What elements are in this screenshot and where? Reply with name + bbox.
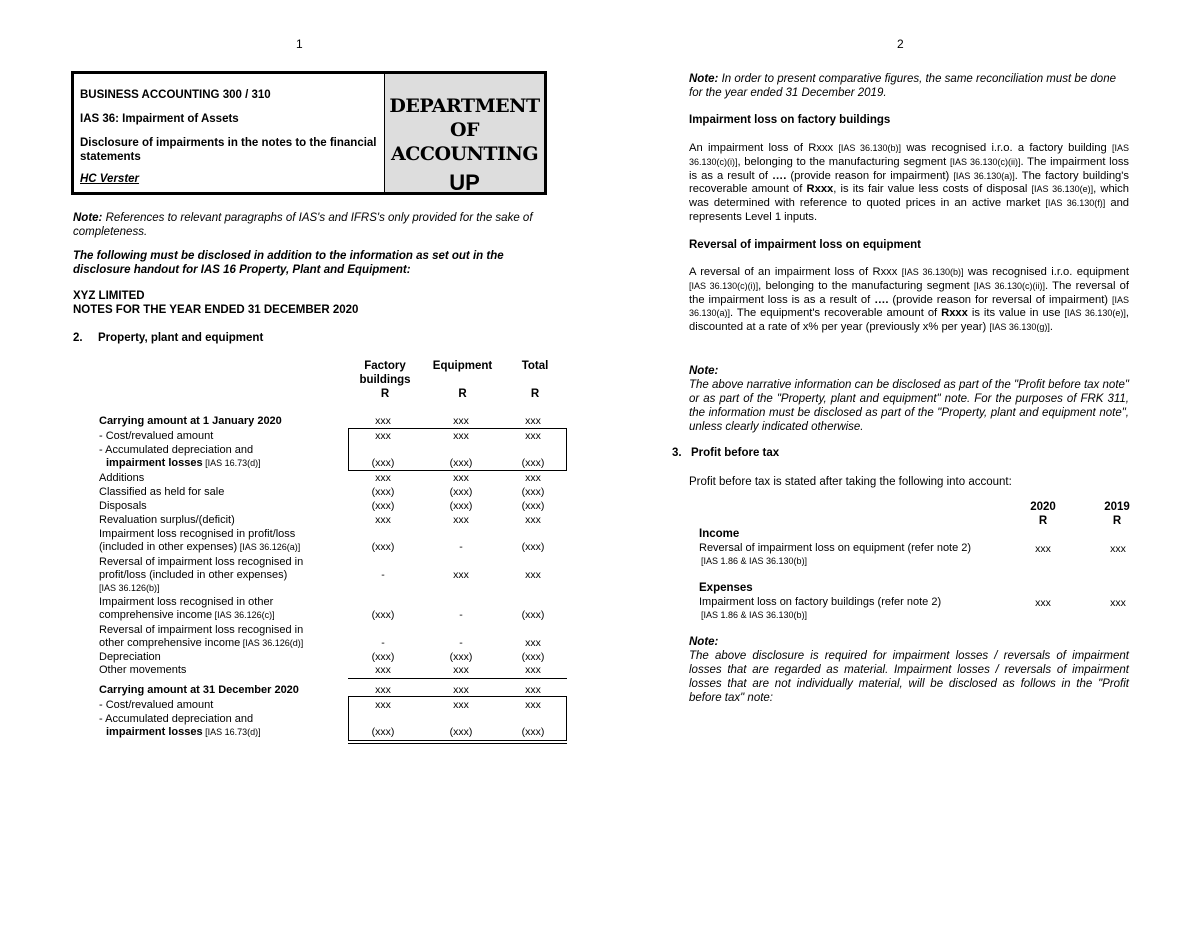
row-label-text: Impairment loss recognised in other [99,596,274,608]
p2-segment: [IAS 36.130(e)] [1064,308,1126,319]
expense-item: Impairment loss on factory buildings (refer note 2) [699,596,942,608]
p1-segment: [IAS 36.130(c)(ii)] [949,156,1021,167]
table-cell-value: (xxx) [449,486,473,498]
table-cell-value: (xxx) [521,457,545,469]
table-cell-value: (xxx) [371,651,395,663]
p1-segment: [IAS 36.130(c)(i)] [689,143,1129,167]
note3-text: The above disclosure is required for impairment losses / reversals of impairment losses that are regarded as material. Impairment losses / reversals of impairment losses that are not individually material, will be disclosed as follows in the "Profit before tax" note: [689,650,1129,704]
row-label-text: (included in other expenses) [99,541,238,553]
p1-segment: . The factory building's recoverable amount of [689,169,1129,196]
table-cell-value: (xxx) [449,457,473,469]
row-reference: [IAS 36.126(a)] [237,542,301,552]
disclosure-note [689,364,1129,434]
table-row-label [99,430,213,443]
section-3-number: 3. [672,447,682,459]
table-cell-value: (xxx) [449,726,473,738]
company-name: XYZ LIMITED [73,290,145,302]
p2-segment: [IAS 36.130(c)(ii)] [973,280,1046,291]
row-label-text: Reversal of impairment loss recognised in [99,556,304,568]
section-2-number: 2. [73,332,83,344]
col-equipment-heading [425,359,500,401]
table-cell-value: xxx [525,684,541,696]
materiality-note [689,635,1129,705]
table-cell-value: xxx [453,664,469,676]
table-row-label [99,556,303,595]
row-label-text: impairment losses [106,457,203,469]
year-2020: 2020 [1030,501,1056,513]
p2-segment: . The equipment's recoverable amount of [730,307,942,320]
table-row-label [99,651,161,664]
col-factory-l2: buildings [359,374,411,386]
p1-segment: was recognised i.r.o. a factory building [901,142,1112,154]
table-cell-value: (xxx) [521,651,545,663]
page-number-1: 1 [296,37,303,51]
row-label-text: - Cost/revalued amount [99,430,214,442]
comparative-note [689,72,1129,100]
row-label-text: - Accumulated depreciation and [99,444,254,456]
topic-title: Disclosure of impairments in the notes to the financial statements [80,137,377,163]
col-equipment-label: Equipment [432,360,493,372]
dept-line1: DEPARTMENT OF [389,95,540,141]
note-text: References to relevant paragraphs of IAS's and IFRS's only provided for the sake of completeness. [73,212,533,238]
row-label-text: other comprehensive income [99,637,241,649]
col-total-currency: R [530,388,540,400]
table-cell-value: (xxx) [449,500,473,512]
table-cell-value: xxx [375,664,391,676]
note2-label: Note: [689,365,719,377]
row-label-text: Depreciation [99,651,161,663]
table-cell-value: (xxx) [371,486,395,498]
row-label-text: comprehensive income [99,609,213,621]
box2-left-rule [348,696,349,741]
p2-segment: …. [874,293,889,306]
row-label-text: Disposals [99,500,147,512]
dept-line2: ACCOUNTING [390,143,539,165]
header-box [71,71,547,195]
row-label-text: Impairment loss recognised in profit/loss [99,528,296,540]
table-cell-value: xxx [375,430,391,442]
col-factory-heading [355,359,415,401]
p1-segment: Rxxx [806,183,834,196]
year-2019-heading [1094,500,1140,528]
row-label-text: Classified as held for sale [99,486,225,498]
p1-segment: [IAS 36.130(f)] [1045,198,1106,209]
note3-label: Note: [689,636,719,648]
table-row-label [99,699,213,712]
table-row-label [99,528,300,554]
table-cell-value: (xxx) [521,500,545,512]
course-title: BUSINESS ACCOUNTING 300 / 310 [80,89,271,101]
dept-abbr: UP [449,170,480,195]
table-row-label [99,713,261,739]
table-cell-value: (xxx) [371,500,395,512]
table-cell-value: - [459,637,463,649]
income-value-2020: xxx [1035,543,1051,555]
p1-segment: …. [772,169,787,182]
table-cell-value: - [381,637,385,649]
table-cell-value: xxx [525,699,541,711]
impairment-paragraph [689,142,1129,225]
department-logo [385,74,544,195]
year-2020-currency: R [1038,515,1048,527]
table-row-label [99,500,147,513]
table-row-label [99,444,261,470]
pbt-intro: Profit before tax is stated after taking the following into account: [689,476,1012,488]
row-label-text: profit/loss (included in other expenses) [99,569,288,581]
col-factory-l1: Factory [364,360,406,372]
table-cell-value: xxx [453,430,469,442]
income-heading: Income [699,528,740,540]
table-cell-value: xxx [453,684,469,696]
p2-segment: was recognised i.r.o. equipment [963,266,1129,278]
section-2-title: Property, plant and equipment [98,332,264,344]
p2-segment: [IAS 36.130(g)] [989,322,1050,333]
reversal-paragraph [689,266,1129,335]
table-cell-value: (xxx) [521,609,545,621]
table-row-label [99,664,186,677]
row-reference: [IAS 36.126(d)] [240,638,304,648]
table-cell-value: (xxx) [521,486,545,498]
row-reference: [IAS 16.73(d)] [202,727,261,737]
row-label-text: Carrying amount at 1 January 2020 [99,415,282,427]
table-cell-value: xxx [375,514,391,526]
table-cell-value: (xxx) [449,651,473,663]
p2-segment: Rxxx [941,307,968,320]
row-label-text: [IAS 36.126(b)] [99,583,160,593]
p2-segment: [IAS 36.130(b)] [901,267,964,277]
table-cell-value: (xxx) [371,609,395,621]
expense-ref: [IAS 1.86 & IAS 36.130(b)] [701,610,808,620]
author: HC Verster [80,173,140,185]
col-factory-currency: R [380,388,390,400]
p2-segment: , belonging to the manufacturing segment [758,279,974,292]
row-label-text: - Accumulated depreciation and [99,713,254,725]
table-cell-value: xxx [453,699,469,711]
table-cell-value: xxx [375,699,391,711]
col-total-label: Total [521,360,549,372]
table-cell-value: xxx [453,514,469,526]
table-cell-value: - [381,569,385,581]
box-left-rule [348,428,349,471]
year-2019: 2019 [1104,501,1130,513]
heading-reversal-equipment: Reversal of impairment loss on equipment [689,239,921,251]
table-cell-value: xxx [453,415,469,427]
table-cell-value: (xxx) [371,457,395,469]
p1-segment: (provide reason for impairment) [786,169,954,182]
expenses-heading: Expenses [699,582,753,594]
p2-segment: (provide reason for reversal of impairment) [888,293,1112,306]
p2-segment: A reversal of an impairment loss of Rxxx [689,266,902,278]
table-cell-value: - [459,609,463,621]
table-row-label [99,514,235,527]
table-cell-value: xxx [375,472,391,484]
table-cell-value: xxx [525,664,541,676]
p2-segment: is its value in use [967,307,1065,320]
p2-segment: . [1049,321,1053,334]
note2-text: The above narrative information can be disclosed as part of the "Profit before tax note" or as part of the "Property, plant and equipment" note. For the purposes of FRK 311, the information must be disclosed as part of the "Property, plant and equipment note", unless clearly indicated otherwise. [689,379,1129,433]
table-cell-value: xxx [375,415,391,427]
row-label-text: Reversal of impairment loss recognised in [99,624,304,636]
table-cell-value: xxx [525,430,541,442]
table-cell-value: (xxx) [521,541,545,553]
box2-top-rule [348,696,567,697]
table-row-label [99,415,282,428]
heading-impairment-factory: Impairment loss on factory buildings [689,114,891,126]
table-row-label [99,684,299,697]
row-label-text: Additions [99,472,145,484]
row-label-text: - Cost/revalued amount [99,699,214,711]
box-top-rule [348,428,567,429]
page-number-2: 2 [897,37,904,51]
box2-bottom-rule [348,740,567,741]
subtotal-rule [348,678,567,679]
box-right-rule [566,428,567,471]
expense-value-2019: xxx [1110,597,1126,609]
table-cell-value: (xxx) [371,541,395,553]
standard-title: IAS 36: Impairment of Assets [80,113,239,125]
table-row-label [99,486,224,499]
section-3-title: Profit before tax [691,447,780,459]
row-label-text: Carrying amount at 31 December 2020 [99,684,299,696]
note-label: Note: [73,212,103,224]
p1-segment: , belonging to the manufacturing segment [737,155,950,168]
table-cell-value: xxx [375,684,391,696]
table-cell-value: xxx [525,415,541,427]
table-cell-value: xxx [525,637,541,649]
table-cell-value: xxx [525,569,541,581]
table-row-label [99,472,144,485]
expense-value-2020: xxx [1035,597,1051,609]
income-value-2019: xxx [1110,543,1126,555]
box-bottom-rule [348,470,567,471]
box2-right-rule [566,696,567,741]
table-cell-value: xxx [453,472,469,484]
notes-title: NOTES FOR THE YEAR ENDED 31 DECEMBER 2020 [73,304,359,316]
p1-segment: [IAS 36.130(a)] [953,170,1015,181]
income-ref: [IAS 1.86 & IAS 36.130(b)] [701,556,808,566]
col-equipment-currency: R [458,388,467,400]
p1-segment: [IAS 36.130(e)] [1031,184,1094,195]
col-total-heading [510,359,560,401]
table-cell-value: (xxx) [371,726,395,738]
disclosure-instruction: The following must be disclosed in addition to the information as set out in the disclosure handout for IAS 16 Property, Plant and Equipment: [73,250,504,276]
p2-segment: . The reversal of the impairment loss is as a result of [689,279,1130,306]
table-cell-value: xxx [525,514,541,526]
row-reference: [IAS 16.73(d)] [202,458,261,468]
year-2019-currency: R [1112,515,1122,527]
income-item: Reversal of impairment loss on equipment (refer note 2) [699,542,972,554]
table-cell-value: xxx [453,569,469,581]
p1-segment: [IAS 36.130(b)] [838,143,902,153]
year-2020-heading [1020,500,1066,528]
table-cell-value: - [459,541,463,553]
p1-segment: and represents Level 1 inputs. [689,197,1130,223]
references-note [73,211,543,239]
table-cell-value: xxx [525,472,541,484]
double-underline-rule [348,743,567,744]
p2-segment: , discounted at a rate of x% per year (previously x% per year) [689,307,1129,334]
row-label-text: Other movements [99,664,187,676]
p2-segment: [IAS 36.130(c)(i)] [689,280,759,291]
p1-segment: , is its fair value less costs of disposal [833,183,1032,196]
top-note-text: In order to present comparative figures, the same reconciliation must be done for the year ended 31 December 2019. [689,73,1116,99]
p1-segment: . The impairment loss is as a result of [689,155,1130,182]
row-label-text: Revaluation surplus/(deficit) [99,514,235,526]
top-note-label: Note: [689,73,719,85]
header-text [80,88,380,196]
table-cell-value: (xxx) [521,726,545,738]
table-row-label [99,624,303,650]
row-label-text: impairment losses [106,726,203,738]
p1-segment: , which was determined with reference to quoted prices in an active market [689,183,1129,210]
p2-segment: [IAS 36.130(a)] [689,294,1129,319]
table-row-label [99,596,275,622]
row-reference: [IAS 36.126(c)] [212,610,275,620]
p1-segment: An impairment loss of Rxxx [689,142,839,154]
